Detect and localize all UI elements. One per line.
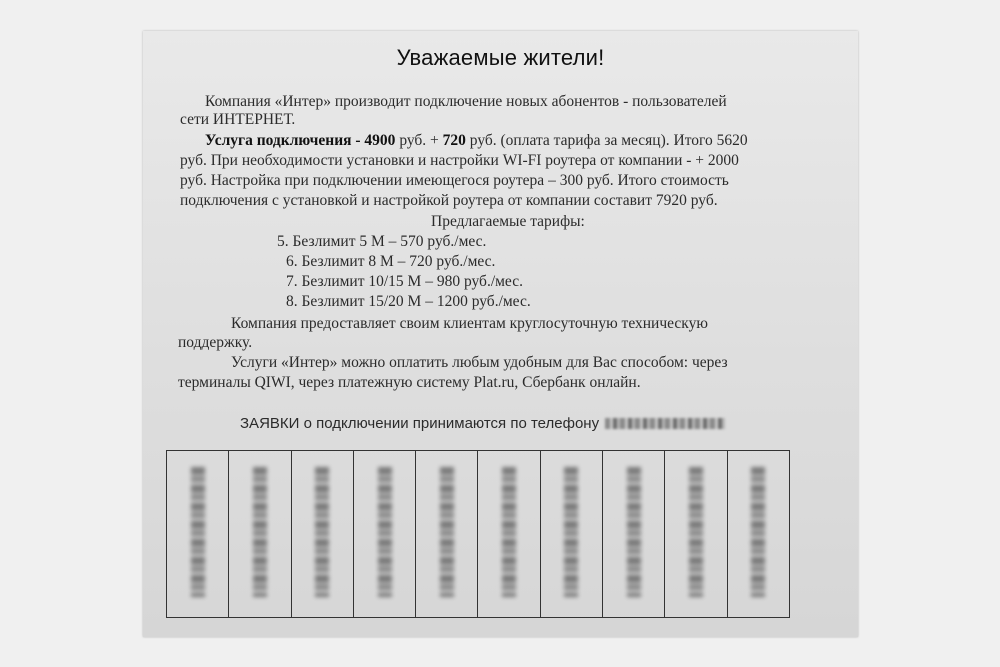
applications-text: ЗАЯВКИ о подключении принимаются по телефону	[240, 415, 600, 432]
payment-line-1: Услуги «Интер» можно оплатить любым удобным для Вас способом: через	[231, 354, 728, 371]
tear-off-tab[interactable]	[292, 451, 354, 617]
redacted-tab-text	[253, 467, 267, 597]
tear-off-tabs	[166, 450, 790, 618]
intro-line-1: Компания «Интер» производит подключение новых абонентов - пользователей	[205, 93, 727, 110]
pricing-tariff-price: 720	[442, 132, 466, 149]
tear-off-tab[interactable]	[541, 451, 603, 617]
intro-line-2: сети ИНТЕРНЕТ.	[180, 111, 296, 128]
tariff-item-5: 5. Безлимит 5 М – 570 руб./мес.	[277, 233, 487, 250]
pricing-service-price: Услуга подключения - 4900	[205, 132, 396, 149]
tariff-item-8: 8. Безлимит 15/20 М – 1200 руб./мес.	[286, 293, 531, 310]
redacted-phone-number	[605, 418, 725, 429]
redacted-tab-text	[564, 467, 578, 597]
tear-off-tab[interactable]	[354, 451, 416, 617]
redacted-tab-text	[751, 467, 765, 597]
tear-off-tab[interactable]	[478, 451, 540, 617]
redacted-tab-text	[191, 467, 205, 597]
tear-off-tab[interactable]	[229, 451, 291, 617]
redacted-tab-text	[378, 467, 392, 597]
tariff-item-7: 7. Безлимит 10/15 М – 980 руб./мес.	[286, 273, 523, 290]
applications-line	[240, 415, 725, 433]
redacted-tab-text	[502, 467, 516, 597]
tariff-item-6: 6. Безлимит 8 М – 720 руб./мес.	[286, 253, 496, 270]
support-line-2: поддержку.	[178, 334, 253, 351]
pricing-plus: руб. +	[395, 132, 443, 149]
pricing-line-2: руб. При необходимости установки и настройки WI-FI роутера от компании - + 2000	[180, 152, 739, 169]
pricing-total-text: руб. (оплата тарифа за месяц). Итого 5620	[465, 132, 748, 149]
support-line-1: Компания предоставляет своим клиентам круглосуточную техническую	[231, 315, 708, 332]
tear-off-tab[interactable]	[167, 451, 229, 617]
notice-title: Уважаемые жители!	[396, 45, 605, 70]
redacted-tab-text	[689, 467, 703, 597]
tear-off-tab[interactable]	[416, 451, 478, 617]
tariffs-heading: Предлагаемые тарифы:	[431, 213, 585, 230]
redacted-tab-text	[627, 467, 641, 597]
tear-off-tab[interactable]	[603, 451, 665, 617]
pricing-line-1	[205, 132, 748, 150]
pricing-line-4: подключения с установкой и настройкой роутера от компании составит 7920 руб.	[180, 192, 718, 209]
notice-sheet	[143, 31, 858, 637]
redacted-tab-text	[440, 467, 454, 597]
pricing-line-3: руб. Настройка при подключении имеющегося роутера – 300 руб. Итого стоимость	[180, 172, 729, 189]
payment-line-2: терминалы QIWI, через платежную систему Plat.ru, Сбербанк онлайн.	[178, 374, 641, 391]
tear-off-tab[interactable]	[665, 451, 727, 617]
redacted-tab-text	[315, 467, 329, 597]
tear-off-tab[interactable]	[728, 451, 789, 617]
